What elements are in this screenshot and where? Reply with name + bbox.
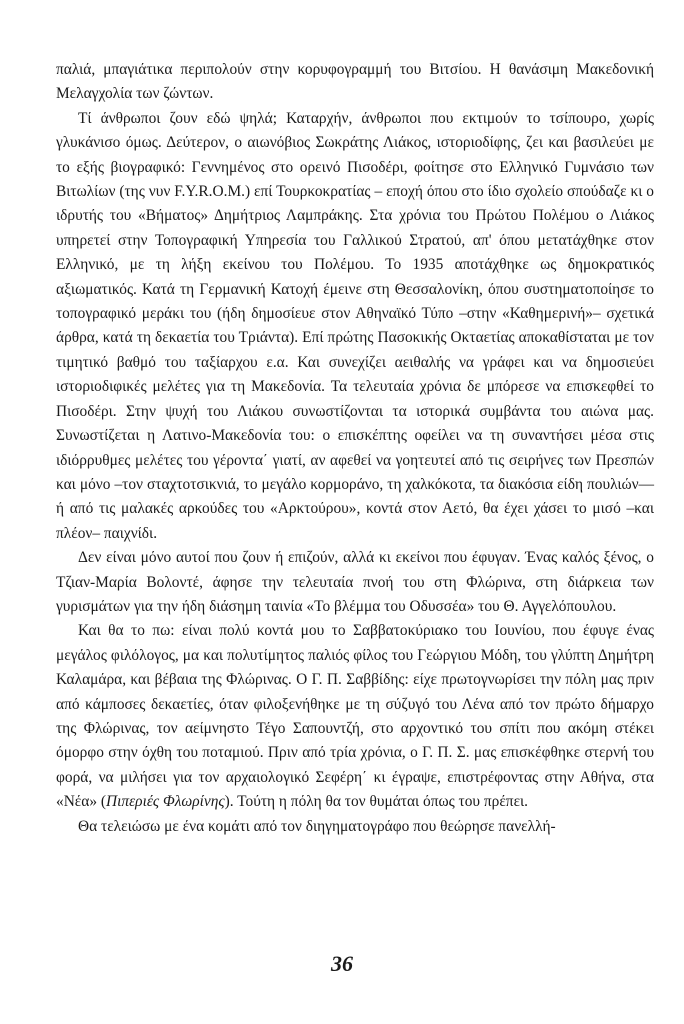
paragraph-5: Θα τελειώσω με ένα κομάτι από τον διηγηματογράφο που θεώρησε πανελλή- xyxy=(78,817,556,835)
paragraph-1: παλιά, μπαγιάτικα περιπολούν στην κορυφογραμμή του Βιτσίου. Η θανάσιμη Μακεδονική Μελαγχολία των ζώντων. xyxy=(56,61,654,103)
paragraph-2: Τί άνθρωποι ζουν εδώ ψηλά; Καταρχήν, άνθρωποι που εκτιμούν το τσίπουρο, χωρίς γλυκάνισο όμως. Δεύτερον, ο αιωνόβιος Σωκράτης Λιάκος, ιστοριοδίφης, ζει και βασιλεύει με το εξής βιογραφικό: Γεννημένος στο ορεινό Πισοδέρι, φοίτησε στο Ελληνικό Γυμνάσιο των Βιτωλίων (της νυν F.Y.R.O.M.) επί Τουρκοκρατίας – εποχή όπου στο ίδιο σχολείο σπούδαζε κι ο ιδρυτής του «Βήματος» Δημήτριος Λαμπράκης. Στα χρόνια του Πρώτου Πολέμου ο Λιάκος υπηρετεί στην Τοπογραφική Υπηρεσία του Γαλλικού Στρατού, απ' όπου μετατάχθηκε στον Ελληνικό, με τη λήξη εκείνου του Πολέμου. Το 1935 αποτάχθηκε ως δημοκρατικός αξιωματικός. Κατά τη Γερμανική Κατοχή έμεινε στη Θεσσαλονίκη, όπου συστηματοποίησε το τοπογραφικό μεράκι του (ήδη δημοσίευε στον Αθηναϊκό Τύπο –στην «Καθημερινή»– σχετικά άρθρα, κατά τη δεκαετία του Τριάντα). Επί πρώτης Πασοκικής Οκταετίας αποκαθίσταται με τον τιμητικό βαθμό του ταξίαρχου ε.α. Και συνεχίζει αειθαλής να γράφει και να δημοσιεύει ιστοριοδιφικές μελέτες για τη Μακεδονία. Τα τελευταία χρόνια δε μπόρεσε να επισκεφθεί το Πισοδέρι. Στην ψυχή του Λιάκου συνωστίζονται τα ιστορικά συμβάντα του αιώνα μας. Συνωστίζεται η Λατινο-Μακεδονία του: ο επισκέπτης οφείλει να τη συναντήσει μέσα στις ιδιόρρυθμες μελέτες του γέροντα΄ γιατί, αν αφεθεί να γοητευτεί από τις σειρήνες των Πρεσπών και μόνο –τον σταχτοτσικνιά, το μεγάλο κορμοράνο, τη χαλκόκοτα, τα διακόσια είδη πουλιών— ή από τις μαλακές αρκούδες του «Αρκτούρου», κοντά στον Αετό, θα έχει χάσει το μισό –και πλέον– παιχνίδι. xyxy=(56,109,654,542)
body-text xyxy=(56,58,654,839)
paragraph-4-italic-title: Πιπεριές Φλωρίνης xyxy=(106,793,225,811)
paragraph-4 xyxy=(56,619,654,814)
paragraph-3: Δεν είναι μόνο αυτοί που ζουν ή επιζούν, αλλά κι εκείνοι που έφυγαν. Ένας καλός ξένος, ο Τζιαν-Μαρία Βολοντέ, άφησε την τελευταία πνοή του στη Φλώρινα, στη διάρκεια των γυρισμάτων για την ήδη διάσημη ταινία «Το βλέμμα του Οδυσσέα» του Θ. Αγγελόπουλου. xyxy=(56,549,654,615)
paragraph-4-text: Και θα το πω: είναι πολύ κοντά μου το Σαββατοκύριακο του Ιουνίου, που έφυγε ένας μεγάλος φιλόλογος, μα και πολυτίμητος παλιός φίλος του Γεώργιου Μόδη, του γλύπτη Δημήτρη Καλαμάρα, και βέβαια της Φλώρινας. Ο Γ. Π. Σαββίδης: είχε πρωτογνωρίσει την πόλη μας πριν από κάμποσες δεκαετίες, όταν φιλοξενήθηκε με τη σύζυγό του Λένα από τον πρώτο δήμαρχο της Φλώρινας, τον αείμνηστο Τέγο Σαπουντζή, στο αρχοντικό του σπίτι που ακόμη στέκει όμορφο στην όχθη του ποταμιού. Πριν από τρία χρόνια, ο Γ. Π. Σ. μας επισκέφθηκε στερνή του φορά, να μιλήσει για τον αρχαιολογικό Σεφέρη΄ κι έγραψε, επιστρέφοντας στην Αθήνα, στα «Νέα» ( xyxy=(56,622,654,811)
paragraph-4-text-end: ). Τούτη η πόλη θα τον θυμάται όπως του πρέπει. xyxy=(224,793,529,811)
page-number: 36 xyxy=(331,951,353,976)
